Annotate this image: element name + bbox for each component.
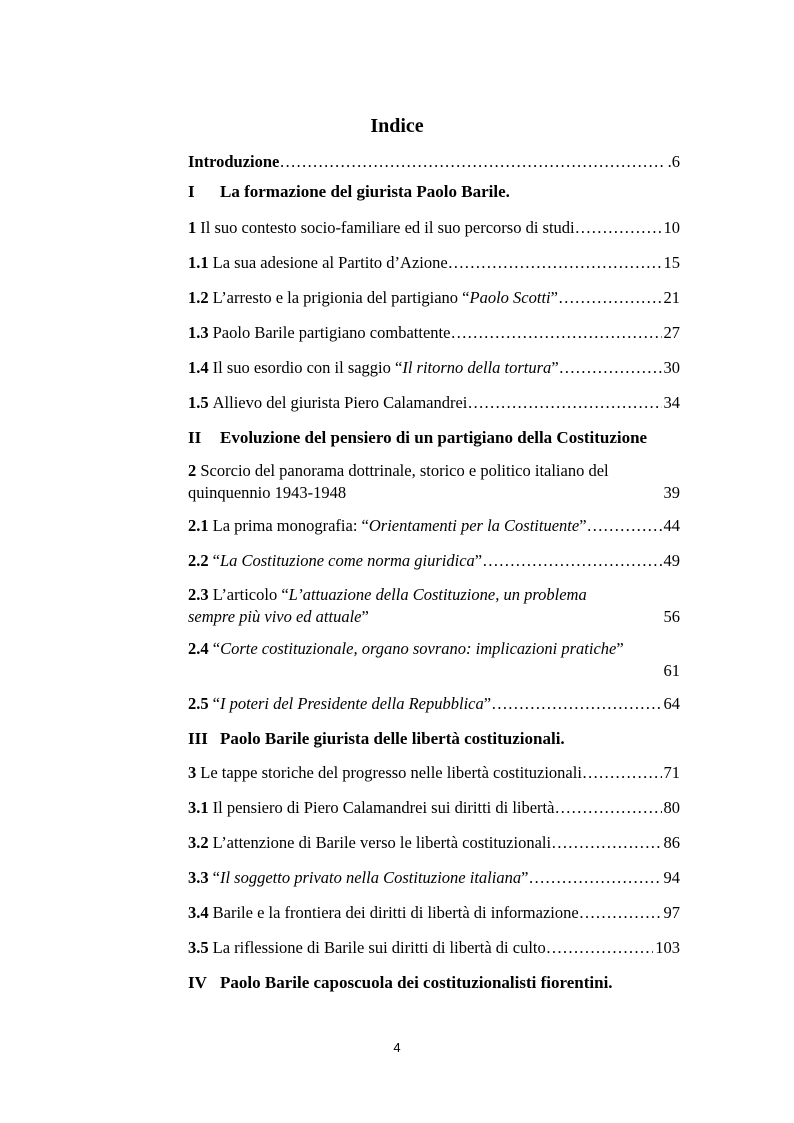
entry-label: Il suo contesto socio-familiare ed il suo percorso di studi	[200, 218, 575, 237]
entry-label: “	[212, 551, 220, 570]
entry-italic-title: La Costituzione come norma giuridica	[219, 551, 475, 570]
entry-page: 56	[663, 607, 680, 626]
toc-entry	[188, 866, 680, 890]
chapter-heading-4	[188, 971, 680, 995]
entry-label: La riflessione di Barile sui diritti di libertà di culto	[212, 938, 546, 957]
entry-number: 3.3	[188, 868, 209, 887]
entry-italic-title: I poteri del Presidente della Repubblica	[219, 694, 484, 713]
entry-page: 30	[663, 358, 680, 377]
toc-entry	[188, 286, 680, 310]
toc-entry-multiline	[188, 638, 680, 682]
entry-number: 1.4	[188, 358, 209, 377]
toc-entry	[188, 936, 680, 960]
toc-entry	[188, 216, 680, 240]
chapter-heading-2	[188, 426, 680, 450]
toc-entry	[188, 692, 680, 716]
leader-dots	[491, 692, 661, 716]
leader-dots	[448, 251, 662, 275]
toc-entry-multiline	[188, 460, 680, 504]
toc-entry	[188, 514, 680, 538]
leader-dots	[482, 549, 661, 573]
entry-page: .6	[667, 152, 680, 171]
entry-number: 2	[188, 461, 197, 480]
chapter-number: II	[188, 428, 202, 447]
entry-label: Le tappe storiche del progresso nelle libertà costituzionali	[200, 763, 582, 782]
entry-page: 21	[663, 288, 680, 307]
entry-page: 10	[663, 218, 680, 237]
toc-entry	[188, 356, 680, 380]
leader-dots	[587, 514, 662, 538]
page-title: Indice	[370, 115, 424, 137]
entry-italic-title: Corte costituzionale, organo sovrano: implicazioni pratiche	[220, 639, 617, 658]
entry-line-1	[188, 460, 680, 482]
leader-dots	[559, 356, 662, 380]
toc-entry	[188, 391, 680, 415]
chapter-title: La formazione del giurista Paolo Barile.	[220, 182, 510, 201]
entry-quote: ”	[521, 868, 529, 887]
entry-number: 1.1	[188, 253, 209, 272]
entry-number: 2.1	[188, 516, 209, 535]
entry-number: 1	[188, 218, 197, 237]
toc-entry-multiline	[188, 584, 680, 628]
toc-entry	[188, 549, 680, 573]
entry-page: 97	[663, 903, 680, 922]
entry-label: La prima monografia: “	[212, 516, 369, 535]
entry-label: “	[212, 639, 221, 658]
chapter-heading-3	[188, 727, 680, 751]
page-number: 4	[393, 1040, 401, 1055]
chapter-heading-1	[188, 180, 680, 204]
entry-label: Scorcio del panorama dottrinale, storico e politico italiano del	[200, 461, 609, 480]
leader-dots	[188, 660, 664, 682]
entry-page: 64	[663, 694, 680, 713]
toc-entry	[188, 901, 680, 925]
chapter-number: I	[188, 182, 195, 201]
toc-entry-introduzione	[188, 150, 680, 174]
entry-number: 3.2	[188, 833, 209, 852]
toc-entry	[188, 831, 680, 855]
leader-dots	[551, 831, 661, 855]
toc-entry	[188, 251, 680, 275]
leader-dots	[528, 866, 661, 890]
entry-number: 3.4	[188, 903, 209, 922]
entry-number: 3.1	[188, 798, 209, 817]
entry-page: 80	[663, 798, 680, 817]
leader-dots	[558, 286, 662, 310]
leader-dots	[582, 761, 662, 785]
entry-page: 61	[663, 661, 680, 680]
entry-quote: ”	[483, 694, 492, 713]
chapter-title: Evoluzione del pensiero di un partigiano della Costituzione	[220, 428, 648, 447]
entry-line-1	[188, 584, 680, 606]
entry-page: 15	[663, 253, 680, 272]
entry-number: 3	[188, 763, 197, 782]
entry-line-2	[188, 606, 680, 628]
entry-number: 1.3	[188, 323, 209, 342]
leader-dots	[450, 321, 661, 345]
entry-number: 1.2	[188, 288, 209, 307]
entry-number: 2.5	[188, 694, 209, 713]
leader-dots	[467, 391, 661, 415]
entry-quote: ”	[616, 639, 624, 658]
entry-italic-title: Il ritorno della tortura	[402, 358, 552, 377]
entry-label: “	[212, 868, 220, 887]
entry-label: L’arresto e la prigionia del partigiano “	[212, 288, 470, 307]
entry-number: 1.5	[188, 393, 209, 412]
leader-dots	[279, 150, 665, 174]
entry-page: 86	[663, 833, 680, 852]
entry-label: Allievo del giurista Piero Calamandrei	[212, 393, 468, 412]
entry-quote: ”	[361, 607, 369, 626]
entry-label: La sua adesione al Partito d’Azione	[212, 253, 448, 272]
entry-number: 3.5	[188, 938, 209, 957]
entry-label: “	[212, 694, 220, 713]
entry-quote: ”	[550, 288, 558, 307]
entry-label: Il pensiero di Piero Calamandrei sui diritti di libertà	[212, 798, 555, 817]
entry-label-cont: quinquennio 1943-1948	[188, 483, 347, 502]
entry-italic-title: Paolo Scotti	[469, 288, 551, 307]
entry-number: 2.3	[188, 585, 209, 604]
entry-page: 94	[663, 868, 680, 887]
entry-quote: ”	[551, 358, 559, 377]
leader-dots	[546, 936, 653, 960]
entry-page: 49	[663, 551, 680, 570]
entry-label: Introduzione	[188, 152, 280, 171]
entry-number: 2.4	[188, 639, 209, 658]
entry-number: 2.2	[188, 551, 209, 570]
toc-entry	[188, 321, 680, 345]
chapter-number: III	[188, 729, 208, 748]
leader-dots	[575, 216, 662, 240]
leader-dots	[369, 606, 664, 628]
entry-line-1	[188, 638, 680, 660]
leader-dots	[579, 901, 662, 925]
entry-page: 103	[655, 938, 680, 957]
entry-page: 39	[663, 483, 680, 502]
entry-label: Paolo Barile partigiano combattente	[212, 323, 451, 342]
table-of-contents	[188, 150, 680, 995]
toc-entry	[188, 796, 680, 820]
entry-label: L’attenzione di Barile verso le libertà costituzionali	[212, 833, 552, 852]
entry-quote: ”	[579, 516, 587, 535]
chapter-title: Paolo Barile caposcuola dei costituzionalisti fiorentini.	[220, 973, 613, 992]
toc-entry	[188, 761, 680, 785]
entry-italic-title: Orientamenti per la Costituente	[368, 516, 580, 535]
entry-page: 27	[663, 323, 680, 342]
leader-dots	[554, 796, 661, 820]
entry-italic-title-cont: sempre più vivo ed attuale	[188, 607, 362, 626]
entry-label: Il suo esordio con il saggio “	[212, 358, 403, 377]
entry-page: 34	[663, 393, 680, 412]
chapter-number: IV	[188, 973, 207, 992]
entry-page: 71	[663, 763, 680, 782]
entry-page: 44	[663, 516, 680, 535]
entry-italic-title: L’attuazione della Costituzione, un problema	[288, 585, 587, 604]
entry-label: L’articolo “	[212, 585, 289, 604]
entry-label: Barile e la frontiera dei diritti di libertà di informazione	[212, 903, 579, 922]
entry-line-2	[188, 482, 680, 504]
entry-italic-title: Il soggetto privato nella Costituzione italiana	[219, 868, 522, 887]
entry-quote: ”	[474, 551, 483, 570]
entry-line-2	[188, 660, 680, 682]
leader-dots	[346, 482, 663, 504]
chapter-title: Paolo Barile giurista delle libertà costituzionali.	[220, 729, 565, 748]
